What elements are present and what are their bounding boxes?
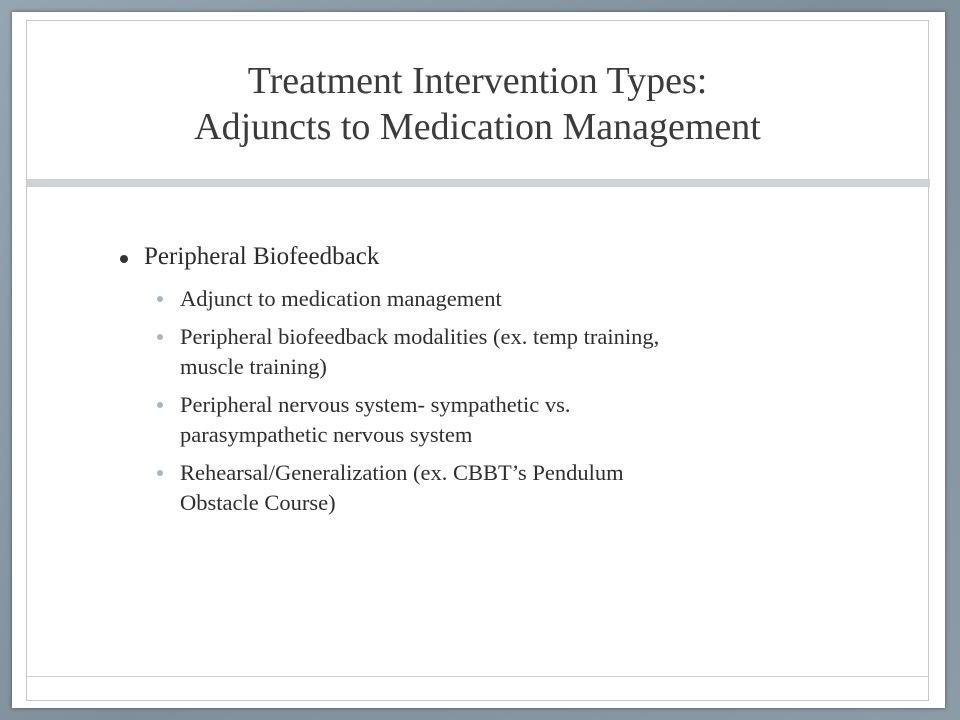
sub-bullet-text-line-2: Obstacle Course) [180, 490, 336, 516]
bullet-item [102, 241, 862, 274]
sub-bullet-text-line-1: Peripheral biofeedback modalities (ex. temp training, [180, 323, 660, 349]
sub-bullet-text: Adjunct to medication management [180, 285, 502, 311]
sub-bullet-dot-icon [157, 470, 163, 476]
sub-bullet-list [102, 284, 862, 519]
sub-bullet-item [102, 390, 862, 450]
sub-bullet-item [102, 458, 862, 518]
slide [12, 12, 945, 708]
footer-rule [27, 676, 928, 677]
slide-title-line-2: Adjuncts to Medication Management [194, 106, 761, 148]
sub-bullet-dot-icon [157, 296, 163, 302]
sub-bullet-text-line-1: Rehearsal/Generalization (ex. CBBT’s Pendulum [180, 460, 624, 486]
sub-bullet-item [102, 284, 862, 314]
title-area [27, 21, 928, 181]
sub-bullet-text-line-2: parasympathetic nervous system [180, 422, 473, 448]
sub-bullet-dot-icon [157, 334, 163, 340]
sub-bullet-item [102, 322, 862, 382]
slide-title-line-1: Treatment Intervention Types: [247, 59, 708, 102]
sub-bullet-text-line-1: Peripheral nervous system- sympathetic vs. [180, 391, 571, 417]
slide-title [194, 52, 761, 151]
sub-bullet-text-line-2: muscle training) [180, 353, 327, 379]
bullet-text: Peripheral Biofeedback [144, 243, 380, 270]
slide-border [26, 20, 929, 701]
title-divider [27, 179, 930, 187]
slide-content [102, 241, 862, 526]
sub-bullet-dot-icon [157, 402, 163, 408]
bullet-dot-icon [120, 255, 128, 263]
